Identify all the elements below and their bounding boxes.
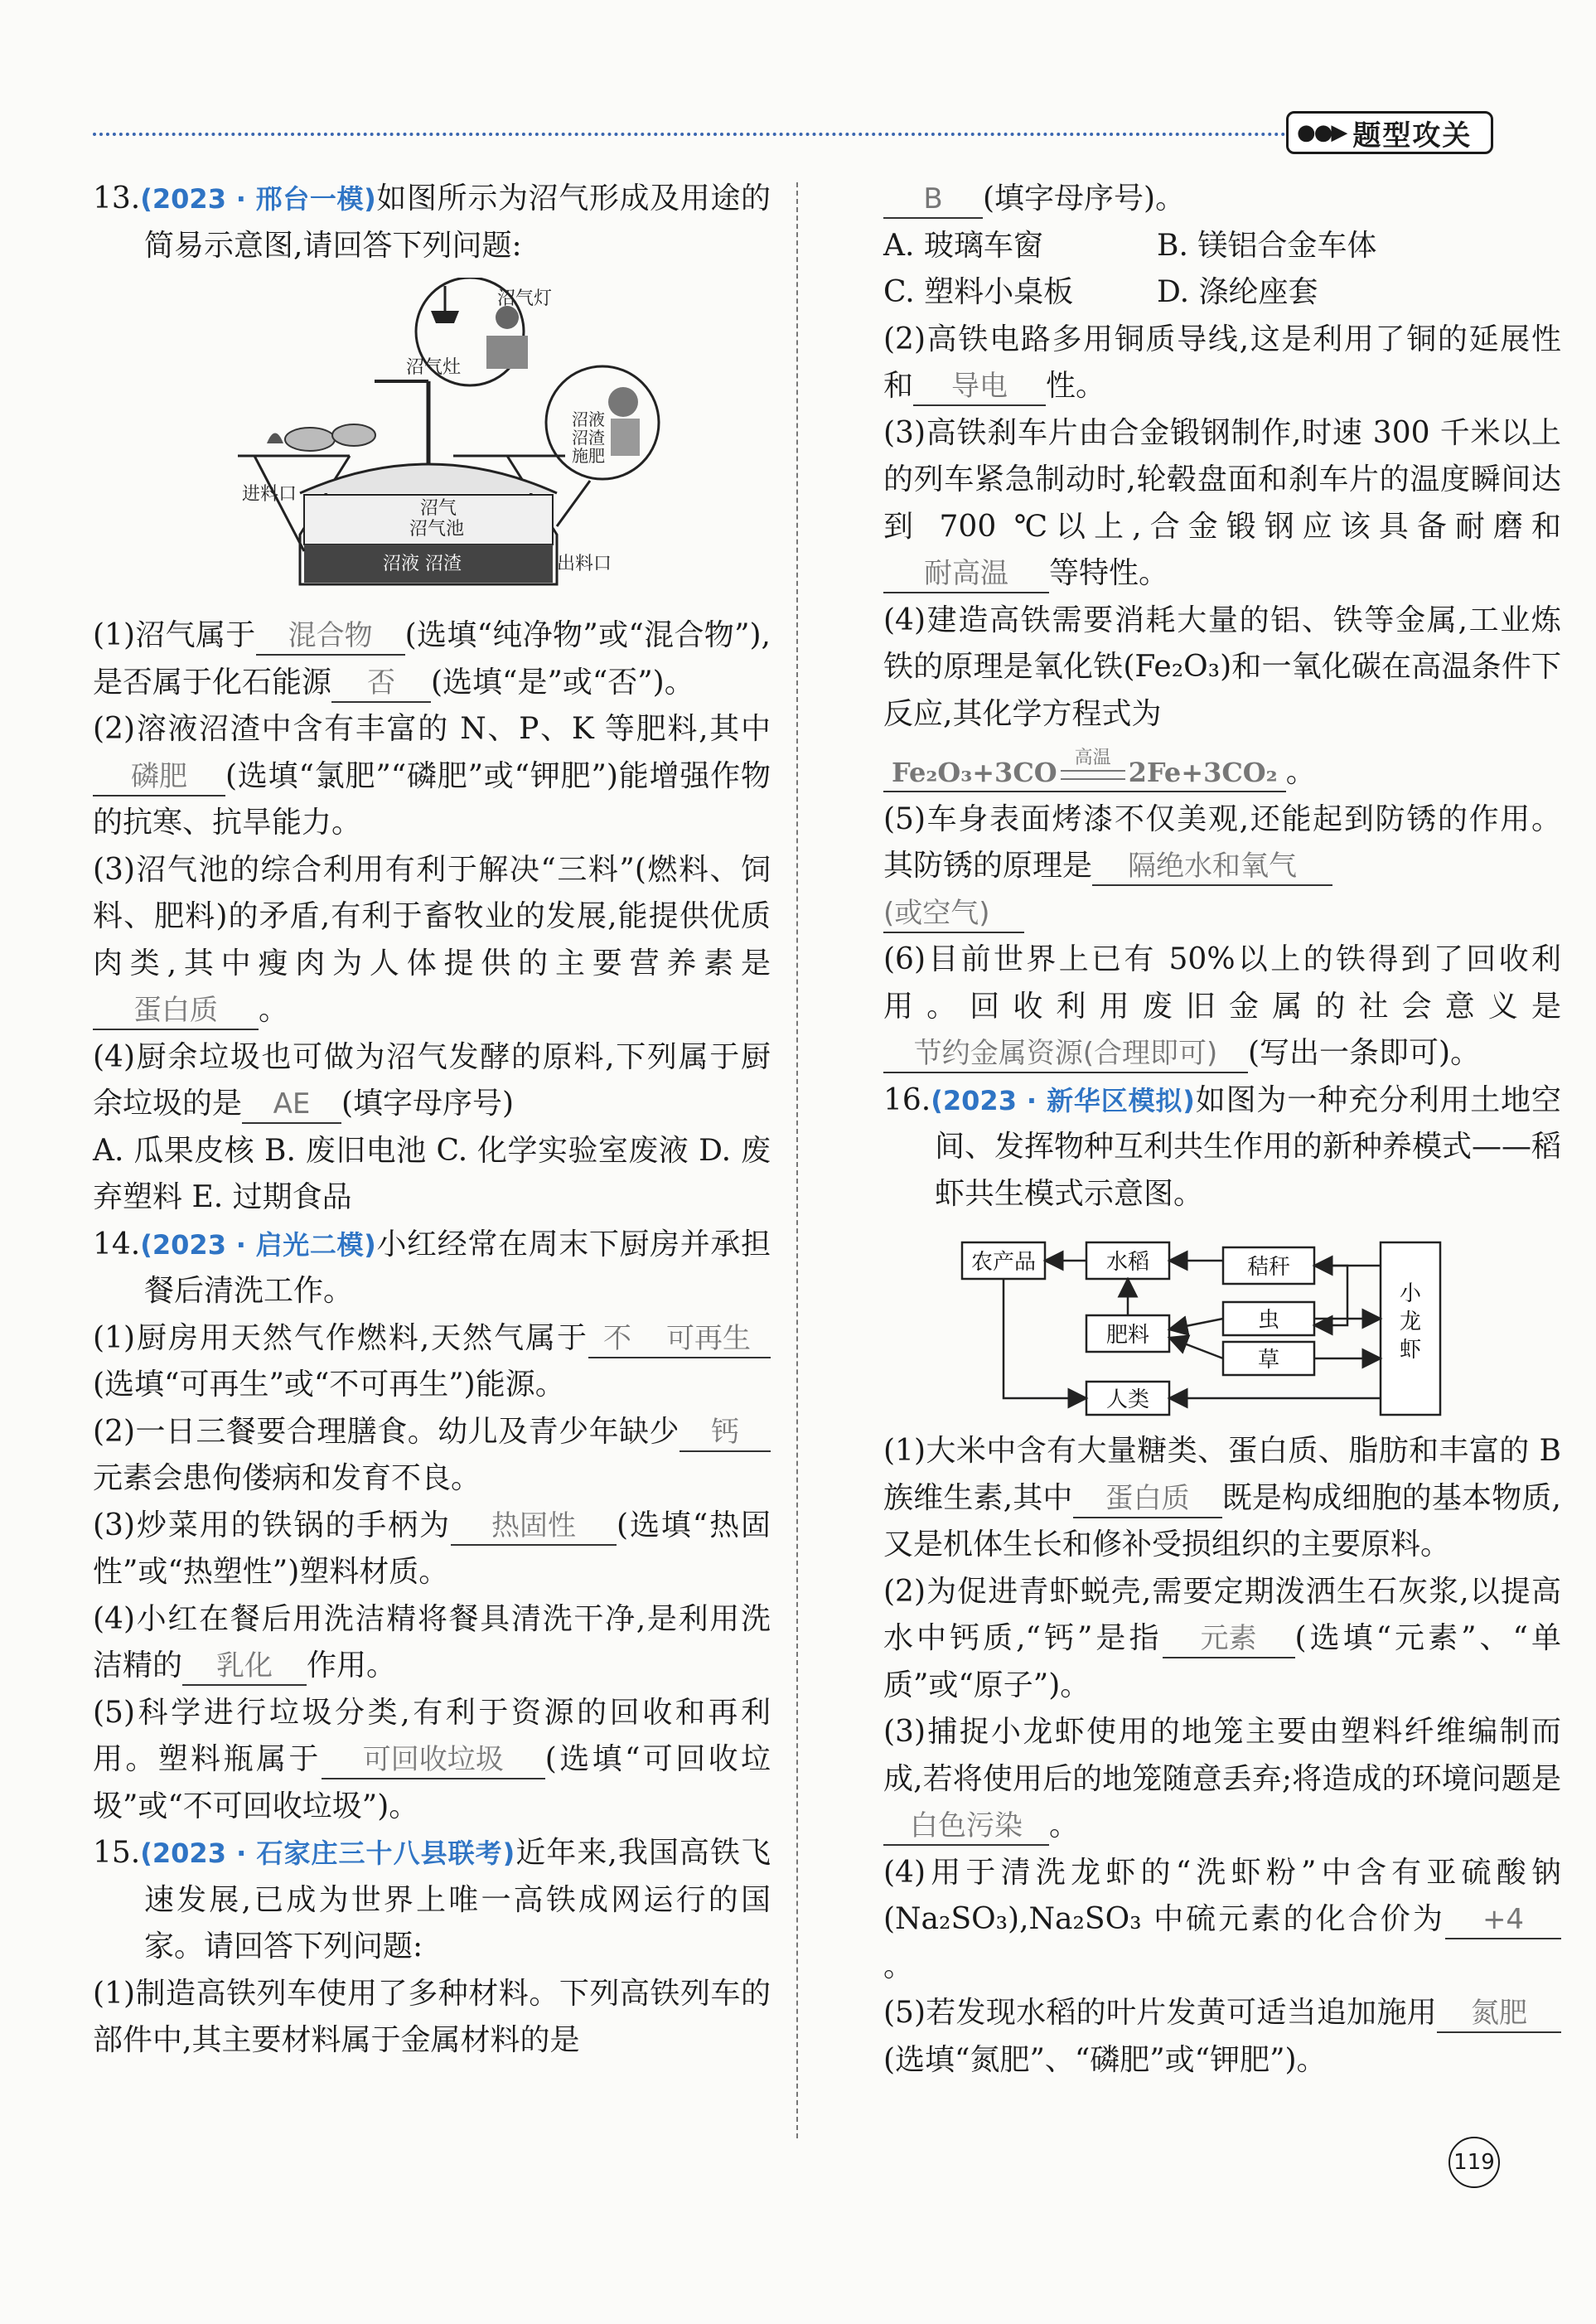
q16-part4: (4)用于清洗龙虾的“洗虾粉”中含有亚硫酸钠(Na₂SO₃),Na₂SO₃ 中硫元素的化合价为 +4。 [883, 1855, 1561, 1983]
q13-answer-2: 否 [331, 665, 431, 703]
node-grass: 草 [1257, 1348, 1280, 1373]
node-farm-products: 农产品 [970, 1250, 1037, 1275]
q15-options-row2: C. 塑料小桌板 D. 涤纶座套 [883, 275, 1318, 309]
rice-shrimp-diagram [883, 1226, 1561, 1416]
q13-options: A. 瓜果皮核 B. 废旧电池 C. 化学实验室废液 D. 废弃塑料 E. 过期食品 [93, 1133, 771, 1214]
q15-part6: (6)目前世界上已有 50%以上的铁得到了回收利用。回收利用废旧金属的社会意义是节约金属资源(合理即可) (写出一条即可)。 [883, 937, 1561, 1077]
node-straw: 秸秆 [1246, 1255, 1291, 1280]
q14-part3: (3)炒菜用的铁锅的手柄为 热固性 (选填“热固性”或“热塑性”)塑料材质。 [93, 1508, 771, 1589]
q16-source: (2023 · 新华区模拟) [931, 1084, 1195, 1116]
q16-answer-1: 蛋白质 [1073, 1480, 1222, 1518]
q14-part5: (5)科学进行垃圾分类,有利于资源的回收和再利用。塑料瓶属于 可回收垃圾 (选填“可回收垃圾”或“不可回收垃圾”)。 [93, 1695, 771, 1823]
label-pool: 沼气池 [409, 519, 465, 540]
q14-answer-2: 钙 [680, 1414, 771, 1452]
q13-answer-5: AE [242, 1086, 341, 1124]
q14-part4: (4)小红在餐后用洗洁精将餐具清洗干净,是利用洗洁精的 乳化 作用。 [93, 1596, 771, 1690]
q13-part2: (2)溶液沼渣中含有丰富的 N、P、K 等肥料,其中磷肥 (选填“氯肥”“磷肥”或“钾肥”)能增强作物的抗寒、抗旱能力。 [93, 712, 771, 840]
label-lamp: 沼气灯 [497, 288, 553, 309]
page-number: 119 [1448, 2137, 1500, 2188]
q13-source: (2023 · 邢台一模) [140, 183, 376, 215]
q15-answer-6: 节约金属资源(合理即可) [883, 1035, 1248, 1073]
q16-part5: (5)若发现水稻的叶片发黄可适当追加施用 氮肥(选填“氮肥”、“磷肥”或“钾肥”)。 [883, 1990, 1561, 2084]
q13-stem: 13.(2023 · 邢台一模)如图所示为沼气形成及用途的简易示意图,请回答下列问题: [93, 182, 771, 263]
q15-part5: (5)车身表面烤漆不仅美观,还能起到防锈的作用。其防锈的原理是 隔绝水和氧气 (或空气) [883, 796, 1561, 937]
q15-part1: (1)制造高铁列车使用了多种材料。下列高铁列车的部件中,其主要材料属于金属材料的是 [93, 1976, 771, 2057]
equals-sign-icon: 高温 [1057, 763, 1129, 787]
q16-part3: (3)捕捉小龙虾使用的地笼主要由塑料纤维编制而成,若将使用后的地笼随意丢弃;将造成的环境问题是白色污染 。 [883, 1709, 1561, 1850]
node-insects: 虫 [1257, 1308, 1280, 1333]
section-tag [1286, 111, 1493, 154]
q15-stem: 15.(2023 · 石家庄三十八县联考)近年来,我国高铁飞速发展,已成为世界上唯一高铁成网运行的国家。请回答下列问题: [93, 1836, 771, 1963]
q14-answer-1a: 不 [588, 1320, 646, 1358]
label-inlet: 进料口 [242, 484, 297, 505]
q13-answer-4: 蛋白质 [93, 992, 259, 1030]
q14-part2: (2)一日三餐要合理膳食。幼儿及青少年缺少 钙元素会患佝偻病和发育不良。 [93, 1409, 771, 1503]
q15-part3: (3)高铁刹车片由合金锻钢制作,时速 300 千米以上的列车紧急制动时,轮毂盘面和刹车片的温度瞬间达到 700 ℃以上,合金锻钢应该具备耐磨和耐高温 等特性。 [883, 410, 1561, 598]
label-gas: 沼气 [420, 498, 457, 519]
q13-answer-1: 混合物 [256, 617, 405, 656]
q14-answer-5: 可回收垃圾 [322, 1741, 545, 1779]
q15-equation: Fe₂O₃+3CO 高温 2Fe+3CO₂ [883, 754, 1286, 792]
q13-part1: (1)沼气属于 混合物 (选填“纯净物”或“混合物”),是否属于化石能源 否 (选填“是”或“否”)。 [93, 612, 771, 706]
q13-part4: (4)厨余垃圾也可做为沼气发酵的原料,下列属于厨余垃圾的是 AE (填字母序号) [93, 1034, 771, 1128]
q15-options-row1: A. 玻璃车窗 B. 镁铝合金车体 [883, 228, 1377, 263]
q14-part1: (1)厨房用天然气作燃料,天然气属于 不 可再生(选填“可再生”或“不可再生”)能源。 [93, 1315, 771, 1409]
q14-stem: 14.(2023 · 启光二模)小红经常在周末下厨房并承担餐后清洗工作。 [93, 1227, 771, 1308]
q15-part4: (4)建造高铁需要消耗大量的铝、铁等金属,工业炼铁的原理是氧化铁(Fe₂O₃)和一氧化碳在高温条件下反应,其化学方程式为 [883, 603, 1561, 731]
biogas-figure [93, 278, 771, 601]
right-column [883, 176, 1561, 2084]
node-humans: 人类 [1105, 1387, 1150, 1412]
q15-source: (2023 · 石家庄三十八县联考) [140, 1837, 515, 1869]
q15-answer-1: B [883, 181, 983, 219]
label-outlet: 出料口 [557, 554, 612, 574]
q15-answer-3: 耐高温 [883, 555, 1049, 593]
q15-answer-2: 导电 [913, 368, 1046, 406]
label-stove: 沼气灶 [406, 357, 462, 378]
label-fertilizer: 沼液沼渣施肥 [572, 409, 605, 466]
left-column [93, 176, 771, 2065]
q13-answer-3: 磷肥 [93, 758, 225, 796]
q16-part2: (2)为促进青虾蜕壳,需要定期泼洒生石灰浆,以提高水中钙质,“钙”是指 元素 (选填“元素”、“单质”或“原子”)。 [883, 1574, 1561, 1702]
q14-answer-1b: 可再生 [646, 1320, 771, 1358]
q16-answer-5: 氮肥 [1437, 1995, 1561, 2033]
q14-answer-4: 乳化 [182, 1648, 307, 1686]
column-divider [796, 182, 798, 2138]
q16-stem: 16.(2023 · 新华区模拟)如图为一种充分利用土地空间、发挥物种互利共生作用的新种养模式——稻虾共生模式示意图。 [883, 1082, 1562, 1211]
q15-answer-5a: 隔绝水和氧气 [1092, 848, 1332, 886]
q16-part1: (1)大米中含有大量糖类、蛋白质、脂肪和丰富的 B 族维生素,其中 蛋白质 既是构成细胞的基本物质,又是机体生长和修补受损组织的主要原料。 [883, 1434, 1561, 1561]
header-dotted-rule [93, 133, 1286, 136]
q15-equation-line: Fe₂O₃+3CO 高温 2Fe+3CO₂ 。 [883, 749, 1561, 796]
q15-answer-5b: (或空气) [883, 895, 1024, 933]
q16-answer-3: 白色污染 [883, 1808, 1049, 1846]
q16-answer-4: +4 [1445, 1901, 1561, 1939]
play-icon: ●●▶ [1297, 120, 1347, 145]
node-fertilizer: 肥料 [1105, 1323, 1150, 1348]
q15-part1-cont: B (填字母序号)。 [883, 176, 1561, 223]
node-crayfish: 小龙虾 [1399, 1281, 1422, 1363]
q16-answer-2: 元素 [1163, 1620, 1295, 1658]
node-rice: 水稻 [1105, 1250, 1150, 1275]
q15-part2: (2)高铁电路多用铜质导线,这是利用了铜的延展性和 导电 性。 [883, 317, 1561, 410]
section-tag-label: 题型攻关 [1352, 119, 1473, 153]
q14-source: (2023 · 启光二模) [140, 1228, 376, 1261]
label-residue: 沼液 沼渣 [383, 554, 462, 574]
q14-answer-3: 热固性 [451, 1508, 617, 1546]
q13-part3: (3)沼气池的综合利用有利于解决“三料”(燃料、饲料、肥料)的矛盾,有利于畜牧业的发展,能提供优质肉类,其中瘦肉为人体提供的主要营养素是蛋白质 。 [93, 847, 771, 1034]
